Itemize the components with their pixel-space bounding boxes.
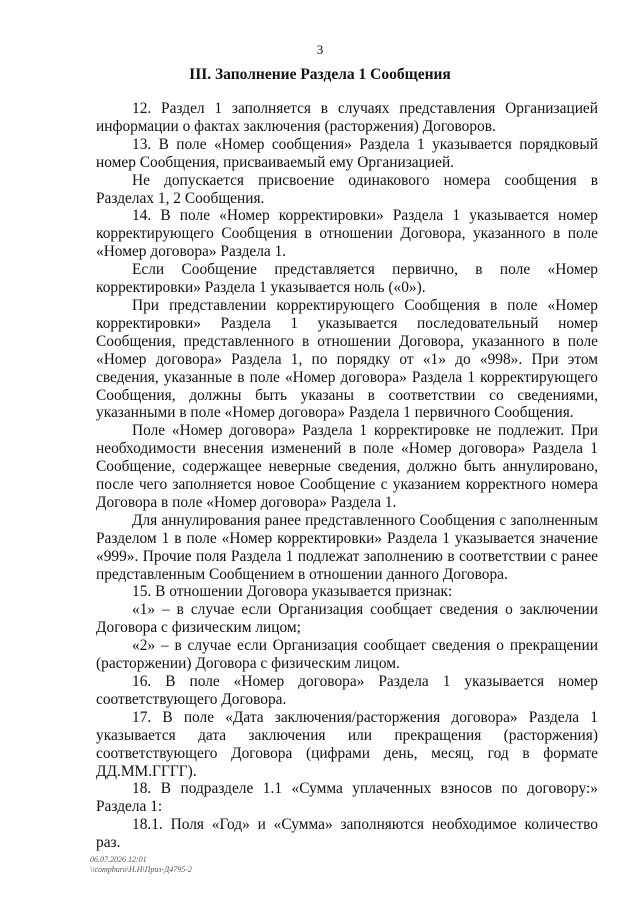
paragraph-14-annulment: Для аннулирования ранее представленного Сообщения с заполненным Разделом 1 в поле «Номер корректировки» Раздела 1 указывается значение «999». Прочие поля Раздела 1 подлежат заполнению в соответствии с ранее представленным Сообщением в отношении данного Договора. [96,511,598,583]
document-footer [90,855,192,875]
footer-file-path: \\compburo\Н.Н\Приз-Д4795-2 [90,865,192,874]
paragraph-13-note: Не допускается присвоение одинакового номера сообщения в Разделах 1, 2 Сообщения. [96,171,598,207]
document-body [96,100,598,852]
section-title: III. Заполнение Раздела 1 Сообщения [189,66,451,83]
footer-timestamp: 06.07.2026 12:01 [90,855,147,864]
paragraph-13: 13. В поле «Номер сообщения» Раздела 1 указывается порядковый номер Сообщения, присваиваемый ему Организацией. [96,135,598,171]
paragraph-14-no-correction: Поле «Номер договора» Раздела 1 корректировке не подлежит. При необходимости внесения изменений в поле «Номер договора» Раздела 1 Сообщение, содержащее неверные сведения, должно быть аннулировано, после чего заполняется новое Сообщение с указанием корректного номера Договора в поле «Номер договора» Раздела 1. [96,422,598,511]
page-number: 3 [316,42,324,57]
paragraph-15: 15. В отношении Договора указывается признак: [132,583,453,601]
paragraph-14: 14. В поле «Номер корректировки» Раздела 1 указывается номер корректирующего Сообщения в отношении Договора, указанного в поле «Номер договора» Раздела 1. [96,207,598,261]
paragraph-15-option-1: «1» – в случае если Организация сообщает сведения о заключении Договора с физическим лицом; [96,601,598,637]
paragraph-17: 17. В поле «Дата заключения/расторжения договора» Раздела 1 указывается дата заключения или прекращения (расторжения) соответствующего Договора (цифрами день, месяц, год в формате ДД.ММ.ГГГГ). [96,708,598,780]
paragraph-14-primary: Если Сообщение представляется первично, в поле «Номер корректировки» Раздела 1 указывается ноль («0»). [96,261,598,297]
paragraph-12: 12. Раздел 1 заполняется в случаях представления Организацией информации о фактах заключения (расторжения) Договоров. [96,100,598,135]
paragraph-16: 16. В поле «Номер договора» Раздела 1 указывается номер соответствующего Договора. [96,673,598,708]
paragraph-14-corrective: При представлении корректирующего Сообщения в поле «Номер корректировки» Раздела 1 указывается последовательный номер Сообщения, представленного в отношении Договора, указанного в поле «Номер договора» Раздела 1, по порядку от «1» до «998». При этом сведения, указанные в поле «Номер договора» Раздела 1 корректирующего Сообщения, должны быть указаны в соответствии со сведениями, указанными в поле «Номер договора» Раздела 1 первичного Сообщения. [96,296,598,422]
paragraph-18-1: 18.1. Поля «Год» и «Сумма» заполняются необходимое количество раз. [96,816,598,852]
paragraph-15-option-2: «2» – в случае если Организация сообщает сведения о прекращении (расторжении) Договора с физическим лицом. [96,637,598,673]
paragraph-18: 18. В подразделе 1.1 «Сумма уплаченных взносов по договору:» Раздела 1: [96,780,598,816]
